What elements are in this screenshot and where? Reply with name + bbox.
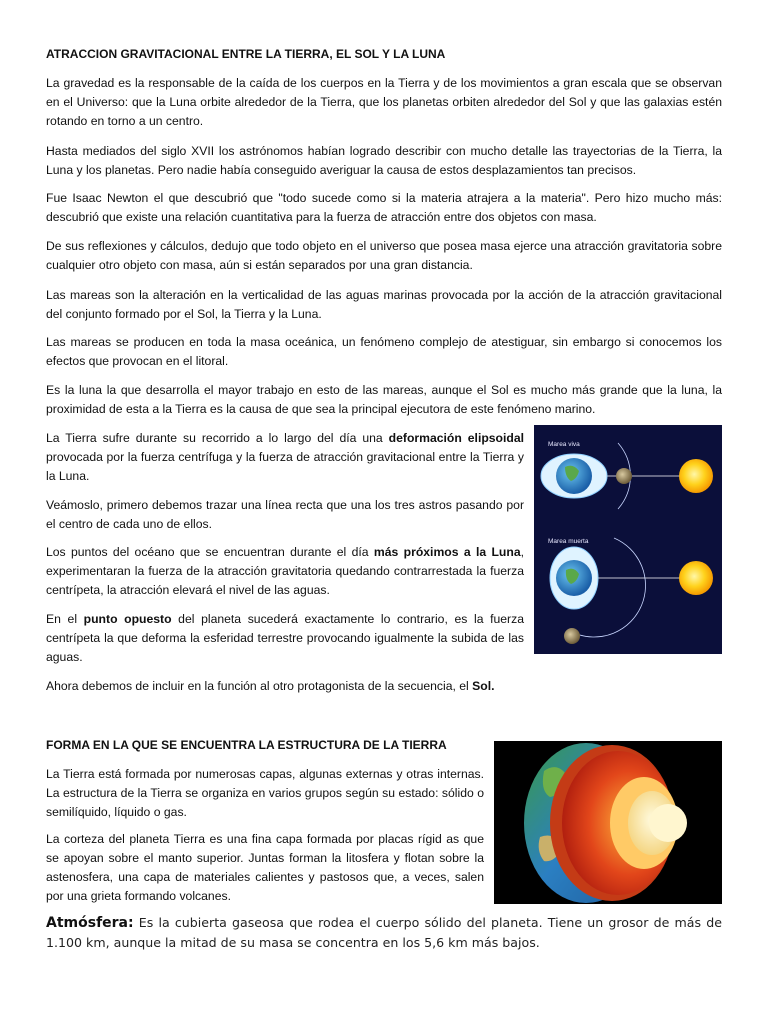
text-run: Es la cubierta gaseosa que rodea el cuerpo sólido del planeta. Tiene un grosor de más de 1.100 km, aunque la mitad de su masa se concentra en los 5,6 km más bajos. bbox=[46, 915, 722, 950]
tides-illustration bbox=[534, 425, 722, 654]
paragraph-earth-layers: La Tierra está formada por numerosas capas, algunas externas y otras internas. La estructura de la Tierra se organiza en varios grupos según su estado: sólido o semilíquido, líquido o gas. bbox=[46, 767, 484, 819]
paragraph-newton: Fue Isaac Newton el que descubrió que "todo sucede como si la materia atrajera a la materia". Pero hizo mucho más: descubrió que existe una relación cuantitativa para la fuerza de atracción entre dos objetos con masa. bbox=[46, 191, 722, 224]
section-title-earth-structure: FORMA EN LA QUE SE ENCUENTRA LA ESTRUCTURA DE LA TIERRA bbox=[46, 738, 447, 752]
paragraph-xvii-century: Hasta mediados del siglo XVII los astrónomos habían logrado describir con mucho detalle las trayectorias de la Tierra, la Luna y los planetas. Pero nadie había conseguido averiguar la causa de estos desplazamientos tan precisos. bbox=[46, 144, 722, 177]
paragraph-opposite-point bbox=[46, 610, 524, 667]
section-title-gravitation: ATRACCION GRAVITACIONAL ENTRE LA TIERRA, EL SOL Y LA LUNA bbox=[46, 47, 446, 61]
moon-bottom bbox=[564, 628, 580, 644]
label-spring-tide: Marea viva bbox=[548, 441, 580, 448]
text-run: En el bbox=[46, 612, 84, 626]
paragraph-reflections: De sus reflexiones y cálculos, dedujo que todo objeto en el universo que posea masa ejerce una atracción gravitatoria sobre cualquier otro objeto con masa, aún si están separados por una gran distancia. bbox=[46, 239, 722, 272]
atmosphere-term: Atmósfera: bbox=[46, 915, 134, 931]
bold-term: punto opuesto bbox=[83, 612, 172, 626]
paragraph-near-points bbox=[46, 543, 524, 600]
paragraph-gravity: La gravedad es la responsable de la caída de los cuerpos en la Tierra y de los movimientos a gran escala que se observan en el Universo: que la Luna orbite alrededor de la Tierra, que los planetas orbiten alrededor del Sol y que las galaxias estén rotando en torno a un centro. bbox=[46, 76, 722, 128]
text-run: del planeta sucederá exactamente lo contrario, es la fuerza centrípeta la que deforma la esferidad terrestre provocando igualmente la subida de las aguas. bbox=[46, 612, 524, 664]
paragraph-tides-ocean: Las mareas se producen en toda la masa oceánica, un fenómeno complejo de atestiguar, sin embargo si conocemos los efectos que provocan en el litoral. bbox=[46, 335, 722, 368]
label-neap-tide: Marea muerta bbox=[548, 538, 589, 545]
paragraph-sun-intro bbox=[46, 677, 722, 696]
text-run: Ahora debemos de incluir en la función al otro protagonista de la secuencia, el bbox=[46, 679, 473, 693]
bold-term: Sol. bbox=[472, 679, 495, 693]
paragraph-moon-role: Es la luna la que desarrolla el mayor trabajo en esto de las mareas, aunque el Sol es mucho más grande que la luna, la proximidad de esta a la Tierra es la causa de que sea la principal ejecutora de este fenómeno marino. bbox=[46, 383, 722, 416]
sun-bottom bbox=[679, 561, 713, 595]
text-run: La Tierra sufre durante su recorrido a lo largo del día una bbox=[46, 431, 389, 445]
text-run: Los puntos del océano que se encuentran durante el día bbox=[46, 545, 374, 559]
paragraph-deformation bbox=[46, 429, 524, 486]
earth-layers-illustration bbox=[494, 741, 722, 904]
text-run: provocada por la fuerza centrífuga y la fuerza de atracción gravitacional entre la Tierra y la Luna. bbox=[46, 450, 524, 483]
paragraph-atmosphere bbox=[46, 913, 722, 953]
bold-term: deformación elipsoidal bbox=[388, 431, 524, 445]
paragraph-crust: La corteza del planeta Tierra es una fina capa formada por placas rígid as que se apoyan sobre el manto superior. Juntas forman la litosfera y flotan sobre la astenosfera, una capa de materiales calientes y pastosos que, a veces, salen por una grieta formando volcanes. bbox=[46, 832, 484, 903]
bold-term: más próximos a la Luna bbox=[373, 545, 521, 559]
paragraph-straight-line: Veámoslo, primero debemos trazar una línea recta que una los tres astros pasando por el centro de cada uno de ellos. bbox=[46, 498, 524, 531]
paragraph-tides-definition: Las mareas son la alteración en la verticalidad de las aguas marinas provocada por la acción de la atracción gravitacional del conjunto formado por el Sol, la Tierra y la Luna. bbox=[46, 288, 722, 321]
moon-top bbox=[616, 468, 632, 484]
inner-core bbox=[649, 804, 687, 842]
text-run: , experimentaran la fuerza de la atracción gravitatoria quedando contrarrestada la fuerza centrípeta, la atracción elevará el nivel de las aguas. bbox=[46, 545, 524, 597]
sun-top bbox=[679, 459, 713, 493]
